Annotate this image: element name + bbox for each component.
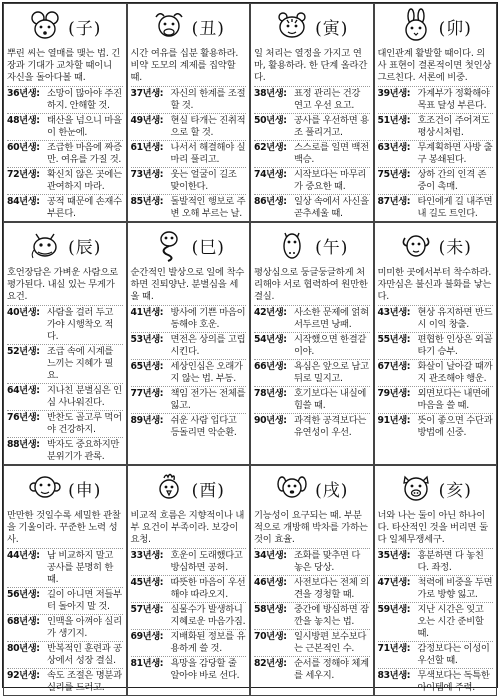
zodiac-cell-dog bbox=[250, 465, 374, 696]
birth-year: 72년생: bbox=[7, 169, 40, 180]
dog-icon bbox=[275, 471, 309, 505]
birth-year: 83년생: bbox=[377, 670, 411, 681]
zodiac-intro: 일 처리는 열정을 가지고 연마, 활용하라. 한 단계 올라간다. bbox=[254, 48, 368, 83]
fortune-text: 쉬운 사람 입다고 등돌리면 악순환. bbox=[170, 415, 237, 438]
fortune-entry bbox=[378, 668, 494, 695]
fortune-entry bbox=[7, 410, 123, 437]
monkey-icon bbox=[28, 471, 62, 505]
zodiac-label: (卯) bbox=[438, 18, 472, 39]
zodiac-header bbox=[7, 4, 123, 48]
fortune-text: 사전보다는 전체 의견을 경청할 때. bbox=[294, 577, 369, 600]
fortune-entry bbox=[7, 140, 123, 167]
zodiac-label: (辰) bbox=[68, 237, 102, 258]
fortune-text: 중간에 방심하면 잠깐을 놓치는 법. bbox=[294, 604, 369, 627]
fortune-entry bbox=[254, 602, 370, 629]
fortune-entry bbox=[131, 305, 247, 332]
fortune-text: 상하 간의 인격 존중이 촉매. bbox=[417, 169, 487, 192]
zodiac-label: (子) bbox=[68, 18, 102, 39]
fortune-entry bbox=[254, 656, 370, 683]
birth-year: 66년생: bbox=[254, 361, 287, 372]
zodiac-label: (巳) bbox=[191, 237, 225, 258]
snake-icon bbox=[152, 228, 186, 262]
zodiac-cell-rooster bbox=[127, 465, 251, 696]
fortune-entry bbox=[378, 167, 494, 194]
birth-year: 82년생: bbox=[254, 658, 287, 669]
birth-year: 42년생: bbox=[254, 307, 287, 318]
fortune-text: 실물수가 발생하니 지혜로운 마음가짐. bbox=[170, 604, 246, 627]
birth-year: 53년생: bbox=[130, 334, 164, 345]
birth-year: 63년생: bbox=[377, 142, 411, 153]
zodiac-label: (午) bbox=[315, 237, 349, 258]
fortune-entry bbox=[378, 86, 494, 113]
birth-year: 60년생: bbox=[7, 142, 40, 153]
birth-year: 47년생: bbox=[377, 577, 411, 588]
fortune-text: 따뜻한 마음이 우선해야 따라오지. bbox=[170, 577, 246, 600]
birth-year: 85년생: bbox=[130, 196, 164, 207]
fortune-text: 박자도 중요하지만 분위기가 관록. bbox=[47, 439, 120, 462]
pig-icon bbox=[399, 471, 433, 505]
birth-year: 50년생: bbox=[254, 115, 287, 126]
zodiac-label: (亥) bbox=[438, 480, 472, 501]
fortune-entry bbox=[254, 194, 370, 221]
birth-year: 46년생: bbox=[254, 577, 287, 588]
fortune-text: 현상 유지하면 반드시 이익 창출. bbox=[417, 307, 493, 330]
fortune-entry bbox=[378, 413, 494, 440]
fortune-text: 일상 속에서 사신을 곧추세울 때. bbox=[294, 196, 369, 219]
fortune-text: 현실 타개는 진취적으로 할 것. bbox=[170, 115, 246, 138]
birth-year: 68년생: bbox=[7, 616, 40, 627]
fortune-entry bbox=[254, 140, 370, 167]
fortune-text: 스스로를 일면 백전백승. bbox=[294, 142, 369, 165]
fortune-entry bbox=[131, 332, 247, 359]
zodiac-intro: 비교적 흐름은 지향적이나 내부 요건이 부족이라. 보강이 요청. bbox=[130, 510, 245, 545]
birth-year: 49년생: bbox=[130, 115, 164, 126]
fortune-text: 지난 시간은 잊고 오는 시간 준비할 때. bbox=[417, 604, 484, 639]
fortune-entry bbox=[131, 194, 247, 221]
zodiac-cell-monkey bbox=[3, 465, 127, 696]
zodiac-header bbox=[378, 466, 494, 510]
fortune-entry bbox=[378, 194, 494, 221]
fortune-entry bbox=[7, 668, 123, 695]
birth-year: 54년생: bbox=[254, 334, 287, 345]
birth-year: 81년생: bbox=[130, 658, 164, 669]
fortune-text: 공사를 우선하면 용조 풀리거고. bbox=[294, 115, 369, 138]
zodiac-intro: 미미한 곳에서부터 착수하라. 자만심은 불신과 불화를 낳는다. bbox=[377, 267, 492, 302]
fortune-text: 호기보다는 내실에 힘쓸 때. bbox=[294, 388, 367, 411]
birth-year: 92년생: bbox=[7, 670, 40, 681]
fortune-text: 돌발적인 행보로 주변 오해 부르는 날. bbox=[170, 196, 246, 219]
birth-year: 87년생: bbox=[377, 196, 411, 207]
fortune-text: 소망이 많아야 주진하지. 안해할 것. bbox=[47, 88, 122, 111]
fortune-text: 반찬도 골고루 먹어야 건강하지. bbox=[47, 412, 122, 435]
fortune-text: 시작했으면 한결같이야. bbox=[294, 334, 367, 357]
fortune-text: 외면보다는 내면에 마음을 쓸 때. bbox=[417, 388, 490, 411]
ox-icon bbox=[152, 9, 186, 43]
birth-year: 33년생: bbox=[130, 550, 164, 561]
zodiac-intro: 기능성이 요구되는 때. 부분적으로 개방해 박차를 가하는 것이 효율. bbox=[254, 510, 368, 545]
fortune-entry bbox=[254, 113, 370, 140]
fortune-entry bbox=[378, 305, 494, 332]
fortune-text: 척력에 비중을 두면 가로 방향 잃고. bbox=[417, 577, 493, 600]
birth-year: 73년생: bbox=[130, 169, 164, 180]
fortune-entry bbox=[254, 413, 370, 440]
zodiac-label: (寅) bbox=[315, 18, 349, 39]
birth-year: 80년생: bbox=[7, 643, 40, 654]
zodiac-cell-tiger bbox=[250, 3, 374, 222]
fortune-entry bbox=[131, 167, 247, 194]
zodiac-intro: 뿌린 씨는 열매를 맺는 법. 긴장과 기대가 교차할 때이니 자신을 돌아다볼 때. bbox=[7, 48, 121, 83]
fortune-entry bbox=[378, 359, 494, 386]
fortune-text: 면전은 상의를 고립시킨다. bbox=[170, 334, 246, 357]
zodiac-label: (申) bbox=[68, 480, 102, 501]
fortune-entry bbox=[254, 359, 370, 386]
zodiac-cell-horse bbox=[250, 222, 374, 465]
fortune-entry bbox=[254, 86, 370, 113]
fortune-text: 무계획하면 사방 출구 봉쇄된다. bbox=[417, 142, 493, 165]
fortune-entry bbox=[131, 359, 247, 386]
rooster-icon bbox=[152, 471, 186, 505]
birth-year: 70년생: bbox=[254, 631, 287, 642]
birth-year: 88년생: bbox=[7, 439, 40, 450]
fortune-entry bbox=[378, 140, 494, 167]
fortune-entry bbox=[378, 548, 494, 575]
birth-year: 40년생: bbox=[7, 307, 40, 318]
zodiac-intro: 시간 여유를 십분 활용하라. 비약 도모의 계제를 집약할 때. bbox=[130, 48, 239, 83]
fortune-text: 화살이 날아갈 때까지 관조해야 행운. bbox=[417, 361, 493, 384]
fortune-entry bbox=[7, 194, 123, 221]
fortune-entry bbox=[131, 602, 247, 629]
birth-year: 45년생: bbox=[130, 577, 164, 588]
birth-year: 89년생: bbox=[130, 415, 164, 426]
zodiac-label: (酉) bbox=[191, 480, 225, 501]
fortune-entry bbox=[7, 344, 123, 383]
fortune-text: 웃는 얼굴이 길조 맞이한다. bbox=[170, 169, 237, 192]
fortune-entry bbox=[378, 113, 494, 140]
birth-year: 37년생: bbox=[130, 88, 164, 99]
zodiac-header bbox=[254, 466, 370, 510]
fortune-text: 책임 전가는 전체를 잃고. bbox=[170, 388, 246, 411]
fortune-text: 지배화된 정보를 유용하게 쓸 것. bbox=[170, 631, 246, 654]
zodiac-label: (戌) bbox=[315, 480, 349, 501]
fortune-entry bbox=[7, 383, 123, 410]
fortune-entry bbox=[254, 629, 370, 656]
fortune-text: 뜻이 좋으면 수단과 방법에 신중. bbox=[417, 415, 493, 438]
birth-year: 78년생: bbox=[254, 388, 287, 399]
fortune-text: 욕심은 앞으로 남고 뒤로 밀지고. bbox=[294, 361, 369, 384]
fortune-entry bbox=[254, 386, 370, 413]
zodiac-cell-ox bbox=[127, 3, 251, 222]
fortune-entry bbox=[7, 86, 123, 113]
fortune-text: 세상인심은 오래가지 않는 법. 부동. bbox=[170, 361, 243, 384]
rabbit-icon bbox=[399, 9, 433, 43]
zodiac-header bbox=[131, 466, 247, 510]
fortune-entry bbox=[254, 305, 370, 332]
birth-year: 34년생: bbox=[254, 550, 287, 561]
fortune-text: 욕망을 감당할 줄 알아야 바로 선다. bbox=[170, 658, 240, 681]
zodiac-intro: 호언장담은 가벼운 사람으로 평가된다. 내실 있는 무게가 요건. bbox=[7, 267, 118, 302]
birth-year: 35년생: bbox=[377, 550, 411, 561]
birth-year: 62년생: bbox=[254, 142, 287, 153]
zodiac-intro: 너와 나는 둘이 아닌 하나이다. 타산적인 것을 버리면 둘다 일체무쟁세구. bbox=[377, 510, 488, 545]
birth-year: 86년생: bbox=[254, 196, 287, 207]
zodiac-header bbox=[254, 223, 370, 267]
zodiac-header bbox=[7, 223, 123, 267]
birth-year: 55년생: bbox=[377, 334, 411, 345]
fortune-entry bbox=[378, 386, 494, 413]
fortune-text: 태산을 넘으니 마을이 한눈에. bbox=[47, 115, 122, 138]
birth-year: 43년생: bbox=[377, 307, 411, 318]
horse-icon bbox=[275, 228, 309, 262]
tiger-icon bbox=[275, 9, 309, 43]
fortune-entry bbox=[7, 548, 123, 587]
zodiac-cell-snake bbox=[127, 222, 251, 465]
fortune-entry bbox=[131, 113, 247, 140]
fortune-text: 방사에 기쁜 마음이 동해야 호운. bbox=[170, 307, 246, 330]
fortune-text: 자신의 한계를 조절 할 것. bbox=[170, 88, 246, 111]
fortune-text: 사소한 문제에 얽혀 서두르면 낭패. bbox=[294, 307, 369, 330]
fortune-entry bbox=[378, 602, 494, 641]
zodiac-cell-rat bbox=[3, 3, 127, 222]
fortune-text: 나서서 해결해야 실마리 풀리고. bbox=[170, 142, 246, 165]
birth-year: 77년생: bbox=[130, 388, 164, 399]
fortune-entry bbox=[254, 332, 370, 359]
birth-year: 56년생: bbox=[7, 589, 40, 600]
dragon-icon bbox=[28, 228, 62, 262]
fortune-entry bbox=[7, 167, 123, 194]
fortune-entry bbox=[131, 386, 247, 413]
fortune-text: 호운이 도래했다고 방심하면 공허. bbox=[170, 550, 243, 573]
fortune-entry bbox=[254, 575, 370, 602]
birth-year: 90년생: bbox=[254, 415, 287, 426]
birth-year: 79년생: bbox=[377, 388, 411, 399]
birth-year: 48년생: bbox=[7, 115, 40, 126]
birth-year: 44년생: bbox=[7, 550, 40, 561]
fortune-entry bbox=[131, 548, 247, 575]
fortune-text: 무색보다는 독특한 아이템에 주력. bbox=[417, 670, 490, 693]
zodiac-header bbox=[378, 4, 494, 48]
zodiac-header bbox=[131, 223, 247, 267]
zodiac-header bbox=[131, 4, 247, 48]
birth-year: 59년생: bbox=[377, 604, 411, 615]
birth-year: 57년생: bbox=[130, 604, 164, 615]
fortune-entry bbox=[7, 437, 123, 464]
fortune-text: 일시방편 보수보다는 근본적인 수. bbox=[294, 631, 367, 654]
zodiac-cell-pig bbox=[374, 465, 498, 696]
fortune-text: 반복적인 훈련과 공상에서 성장 결실. bbox=[47, 643, 122, 666]
zodiac-fortune-grid bbox=[2, 2, 498, 693]
zodiac-cell-sheep bbox=[374, 222, 498, 465]
fortune-entry bbox=[7, 305, 123, 344]
birth-year: 41년생: bbox=[130, 307, 164, 318]
fortune-text: 인맥을 아껴야 실리가 생기지. bbox=[47, 616, 122, 639]
fortune-entry bbox=[378, 575, 494, 602]
rat-icon bbox=[28, 9, 62, 43]
fortune-entry bbox=[131, 575, 247, 602]
birth-year: 65년생: bbox=[130, 361, 164, 372]
birth-year: 76년생: bbox=[7, 412, 40, 423]
fortune-entry bbox=[7, 614, 123, 641]
sheep-icon bbox=[399, 228, 433, 262]
fortune-entry bbox=[131, 86, 247, 113]
zodiac-header bbox=[254, 4, 370, 48]
zodiac-intro: 평상심으로 둥글둥글하게 처리해야 서로 협력하여 원만한 결실. bbox=[254, 267, 368, 302]
zodiac-header bbox=[378, 223, 494, 267]
fortune-text: 가계부가 정확해야 목표 달성 부른다. bbox=[417, 88, 490, 111]
birth-year: 91년생: bbox=[377, 415, 411, 426]
fortune-entry bbox=[131, 413, 247, 440]
fortune-text: 감정보다는 이성이 우선할 때. bbox=[417, 643, 490, 666]
fortune-entry bbox=[7, 113, 123, 140]
birth-year: 61년생: bbox=[130, 142, 164, 153]
birth-year: 74년생: bbox=[254, 169, 287, 180]
fortune-text: 순서를 정해야 체계를 세우지. bbox=[294, 658, 369, 681]
fortune-text: 길이 아니면 저들부터 돌아지 말 것. bbox=[47, 589, 122, 612]
birth-year: 39년생: bbox=[377, 88, 411, 99]
birth-year: 75년생: bbox=[377, 169, 411, 180]
fortune-text: 조화를 맞추면 다 놓은 당상. bbox=[294, 550, 361, 573]
birth-year: 71년생: bbox=[377, 643, 411, 654]
zodiac-header bbox=[7, 466, 123, 510]
fortune-text: 남 비교하지 말고 공사를 분명히 한 때. bbox=[47, 550, 114, 585]
fortune-text: 지나친 분별심은 인심 사나워진다. bbox=[47, 385, 122, 408]
fortune-entry bbox=[131, 656, 247, 683]
fortune-entry bbox=[131, 629, 247, 656]
zodiac-intro: 대인관계 활발할 때이다. 의사 표현이 결론적이면 첫인상 그르친다. 서론에 비중. bbox=[377, 48, 492, 83]
birth-year: 36년생: bbox=[7, 88, 40, 99]
zodiac-cell-dragon bbox=[3, 222, 127, 465]
birth-year: 51년생: bbox=[377, 115, 411, 126]
fortune-text: 편협한 인상은 외골타기 승부. bbox=[417, 334, 493, 357]
fortune-entry bbox=[254, 167, 370, 194]
fortune-entry bbox=[378, 641, 494, 668]
fortune-text: 확신치 않은 곳에는 관여하지 마라. bbox=[47, 169, 122, 192]
fortune-entry bbox=[7, 641, 123, 668]
fortune-text: 타인에게 길 내주면 내 길도 트인다. bbox=[417, 196, 493, 219]
birth-year: 67년생: bbox=[377, 361, 411, 372]
fortune-text: 시작보다는 마무리가 중요한 때. bbox=[294, 169, 367, 192]
fortune-entry bbox=[378, 332, 494, 359]
birth-year: 84년생: bbox=[7, 196, 40, 207]
fortune-text: 속도 조절은 명분과 실리를 드러고. bbox=[47, 670, 122, 693]
zodiac-cell-rabbit bbox=[374, 3, 498, 222]
zodiac-label: (未) bbox=[438, 237, 472, 258]
birth-year: 64년생: bbox=[7, 385, 40, 396]
fortune-text: 호조건이 주어져도 평상시처럼. bbox=[417, 115, 490, 138]
fortune-text: 흥분하면 다 놓친다. 좌정. bbox=[417, 550, 484, 573]
fortune-text: 공적 때문에 손재수 부른다. bbox=[47, 196, 122, 219]
birth-year: 69년생: bbox=[130, 631, 164, 642]
zodiac-intro: 순간적인 발상으로 일에 착수하면 진퇴양난. 분별심을 세울 때. bbox=[130, 267, 245, 302]
fortune-entry bbox=[254, 548, 370, 575]
zodiac-intro: 만만한 것일수록 세밀한 관찰을 기울이라. 꾸준한 노력 성사. bbox=[7, 510, 121, 545]
fortune-entry bbox=[7, 587, 123, 614]
fortune-text: 조급한 마음에 짜증만. 여유를 가질 것. bbox=[47, 142, 122, 165]
birth-year: 52년생: bbox=[7, 346, 40, 357]
birth-year: 58년생: bbox=[254, 604, 287, 615]
birth-year: 38년생: bbox=[254, 88, 287, 99]
zodiac-label: (丑) bbox=[191, 18, 225, 39]
fortune-text: 표정 관리는 건강 연고 우선 요고. bbox=[294, 88, 361, 111]
fortune-text: 사람을 걸러 두고 가야 시행착오 적다. bbox=[47, 307, 114, 342]
fortune-entry bbox=[131, 140, 247, 167]
fortune-text: 조급 속에 시계를 느끼는 지혜가 필요. bbox=[47, 346, 114, 381]
fortune-text: 과격한 공격보다는 유연성이 우선. bbox=[294, 415, 367, 438]
